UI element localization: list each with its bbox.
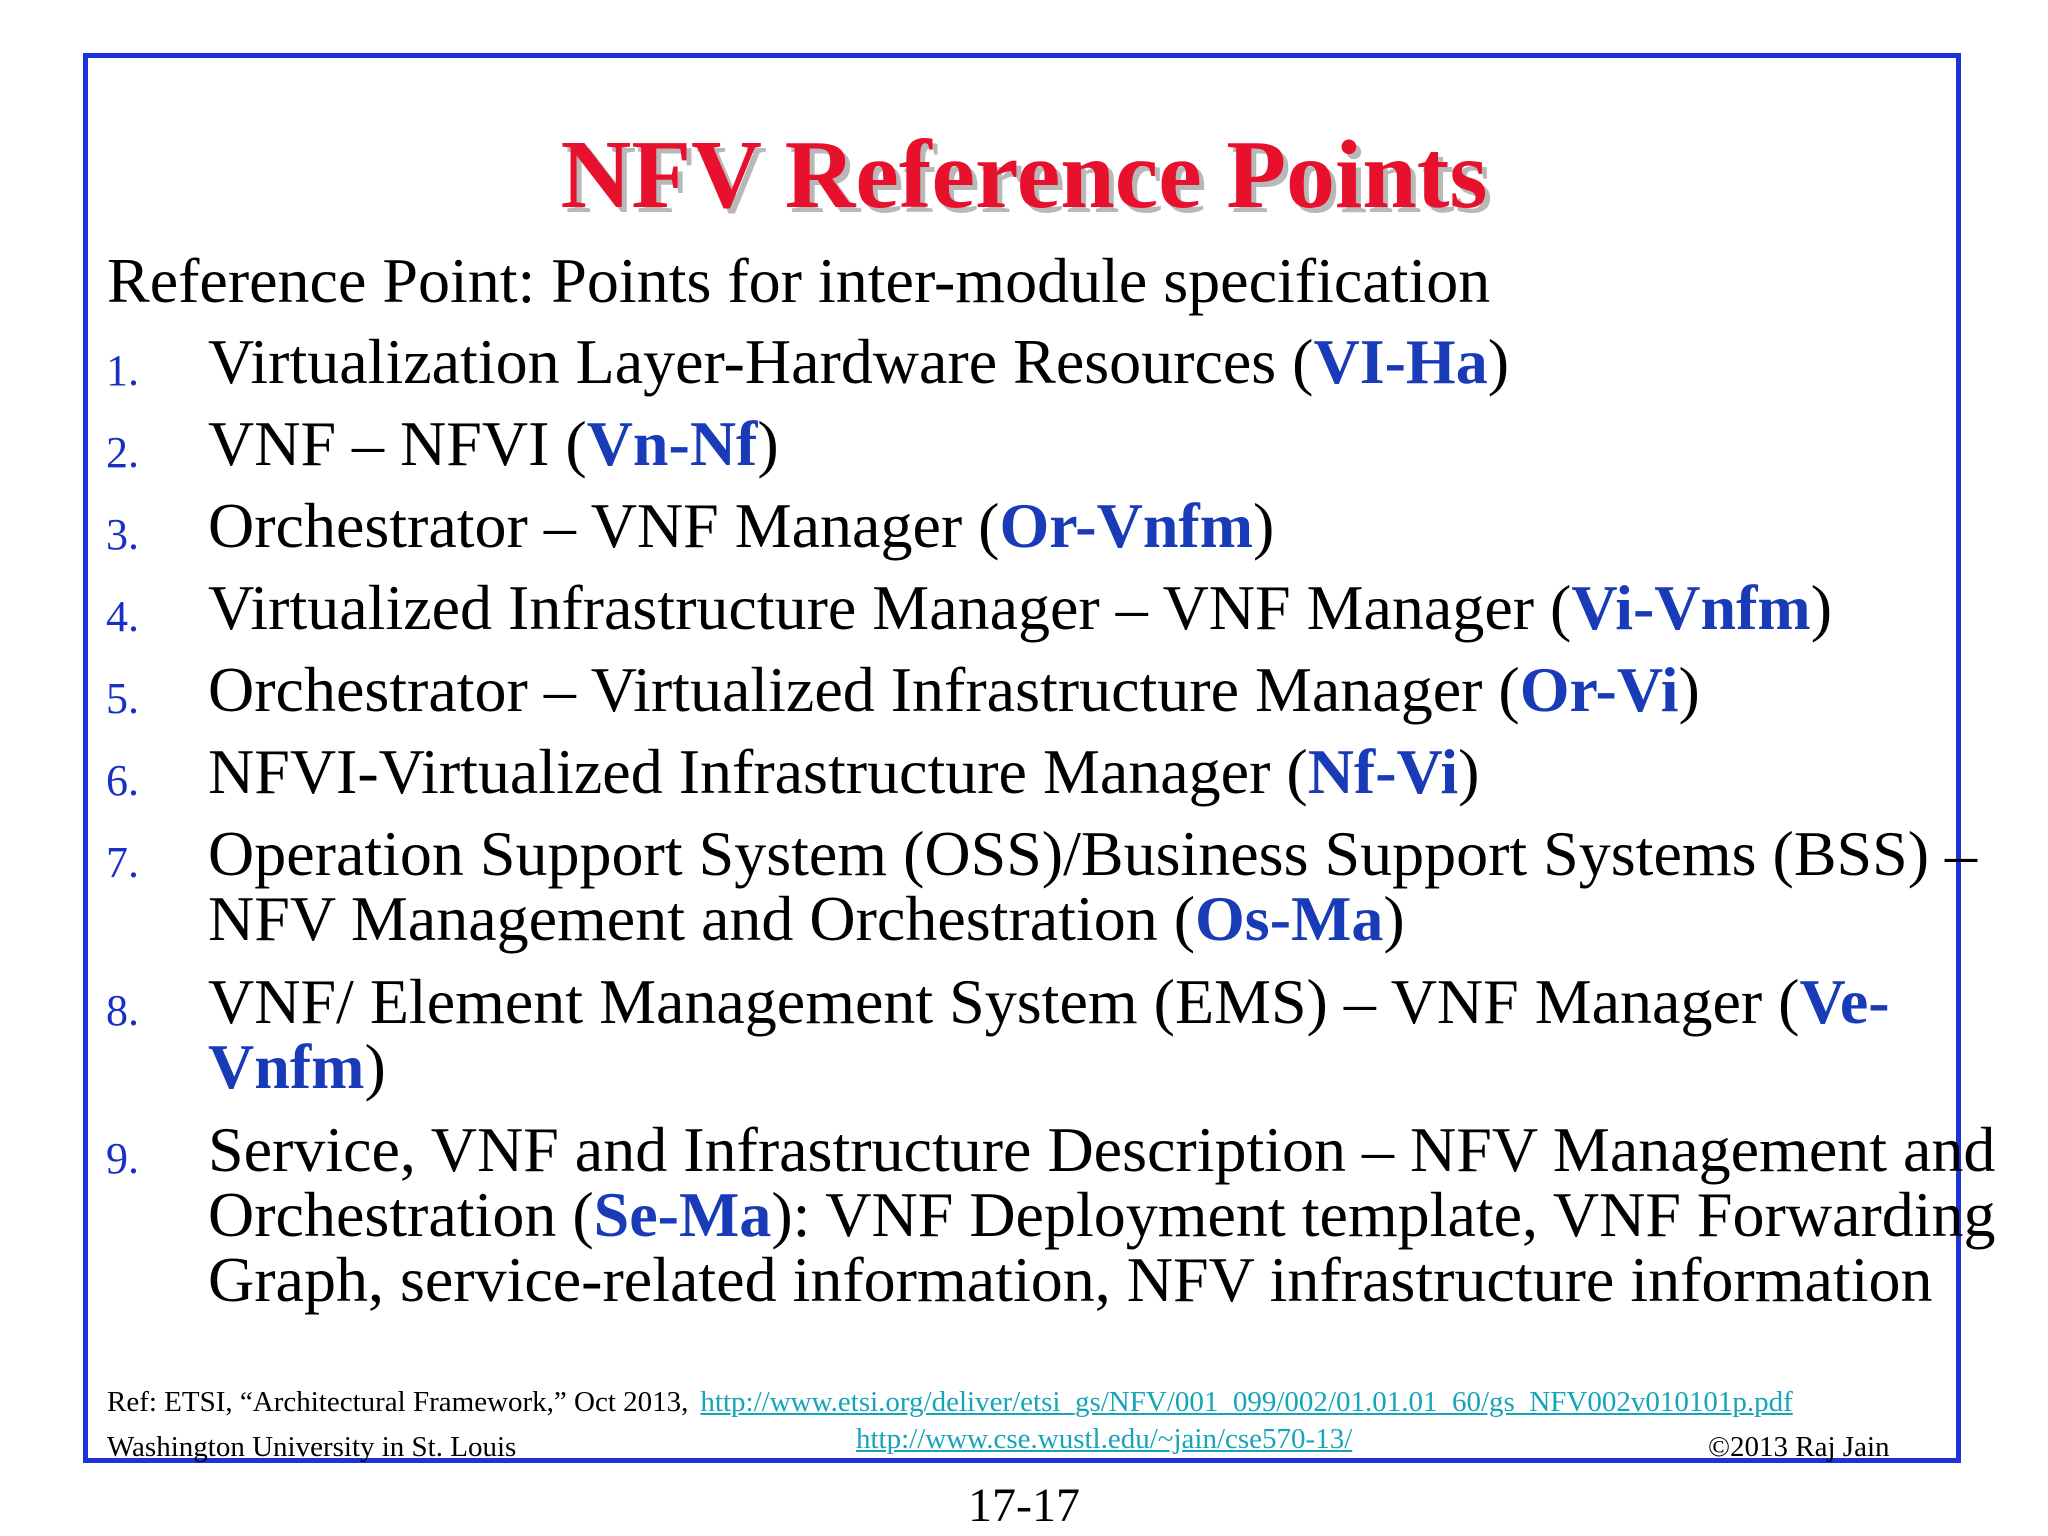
item-text-after: ): [1458, 736, 1480, 807]
reference-text: Ref: ETSI, “Architectural Framework,” Oct 2013,: [107, 1386, 689, 1418]
reference-link[interactable]: http://www.etsi.org/deliver/etsi_gs/NFV/001_099/002/01.01.01_60/gs_NFV002v010101p.pdf: [700, 1386, 1793, 1418]
reference-point-abbr: Or-Vnfm: [999, 490, 1254, 561]
list-item-number: 6.: [106, 756, 139, 805]
list-item-number: 2.: [106, 428, 139, 477]
list-item-text: [208, 490, 2048, 561]
item-text-after: ): [1678, 654, 1700, 725]
reference-point-abbr: Ve-Vnfm: [208, 966, 1890, 1102]
list-item-number: 9.: [106, 1134, 139, 1183]
item-text-before: VNF/ Element Management System (EMS) – VNF Manager (: [208, 966, 1800, 1037]
reference-point-abbr: Se-Ma: [593, 1179, 772, 1250]
reference-point-abbr: Or-Vi: [1519, 654, 1679, 725]
footer-copyright: ©2013 Raj Jain: [1708, 1431, 1890, 1463]
item-text-after: ): [1487, 326, 1509, 397]
footer-course-link[interactable]: http://www.cse.wustl.edu/~jain/cse570-13/: [856, 1423, 1353, 1455]
reference-point-abbr: Vn-Nf: [586, 408, 758, 479]
list-item-number: 3.: [106, 510, 139, 559]
list-item-number: 1.: [106, 346, 139, 395]
list-item-text: [208, 818, 2048, 954]
list-item-number: 4.: [106, 592, 139, 641]
item-text-after: ): [1253, 490, 1275, 561]
reference-point-abbr: Vi-Vnfm: [1571, 572, 1811, 643]
item-text-before: Orchestrator – Virtualized Infrastructure Manager (: [208, 654, 1520, 725]
list-item-text: [208, 1114, 2048, 1315]
list-item-text: [208, 736, 2048, 807]
list-item-text: [208, 572, 2048, 643]
list-item-text: [208, 326, 2048, 397]
reference-point-abbr: VI-Ha: [1313, 326, 1488, 397]
list-item-number: 7.: [106, 838, 139, 887]
item-text-before: Service, VNF and Infrastructure Description – NFV Management and Orchestration (: [208, 1114, 1996, 1250]
list-item-text: [208, 966, 2048, 1102]
item-text-after: ): [364, 1031, 386, 1102]
reference-citation: [107, 1384, 1793, 1420]
item-text-before: Operation Support System (OSS)/Business Support Systems (BSS) – NFV Management and Orchestration (: [208, 818, 1978, 954]
reference-point-abbr: Os-Ma: [1195, 883, 1384, 954]
item-text-after: ): VNF Deployment template, VNF Forwarding Graph, service-related information, NFV infrastructure information: [208, 1179, 1996, 1315]
item-text-before: Orchestrator – VNF Manager (: [208, 490, 1000, 561]
list-item-text: [208, 408, 2048, 479]
intro-text: Reference Point: Points for inter-module specification: [107, 245, 1491, 316]
item-text-before: NFVI-Virtualized Infrastructure Manager (: [208, 736, 1308, 807]
footer-institution: Washington University in St. Louis: [107, 1431, 517, 1463]
list-item-number: 8.: [106, 986, 139, 1035]
reference-point-abbr: Nf-Vi: [1307, 736, 1459, 807]
item-text-after: ): [1383, 883, 1405, 954]
page-number: 17-17: [968, 1479, 1080, 1532]
item-text-before: Virtualized Infrastructure Manager – VNF Manager (: [208, 572, 1572, 643]
item-text-before: Virtualization Layer-Hardware Resources (: [208, 326, 1314, 397]
item-text-after: ): [1810, 572, 1833, 643]
item-text-after: ): [757, 408, 779, 479]
slide-title: NFV Reference Points: [560, 121, 1488, 229]
list-item-text: [208, 654, 2048, 725]
item-text-before: VNF – NFVI (: [208, 408, 587, 479]
list-item-number: 5.: [106, 674, 139, 723]
